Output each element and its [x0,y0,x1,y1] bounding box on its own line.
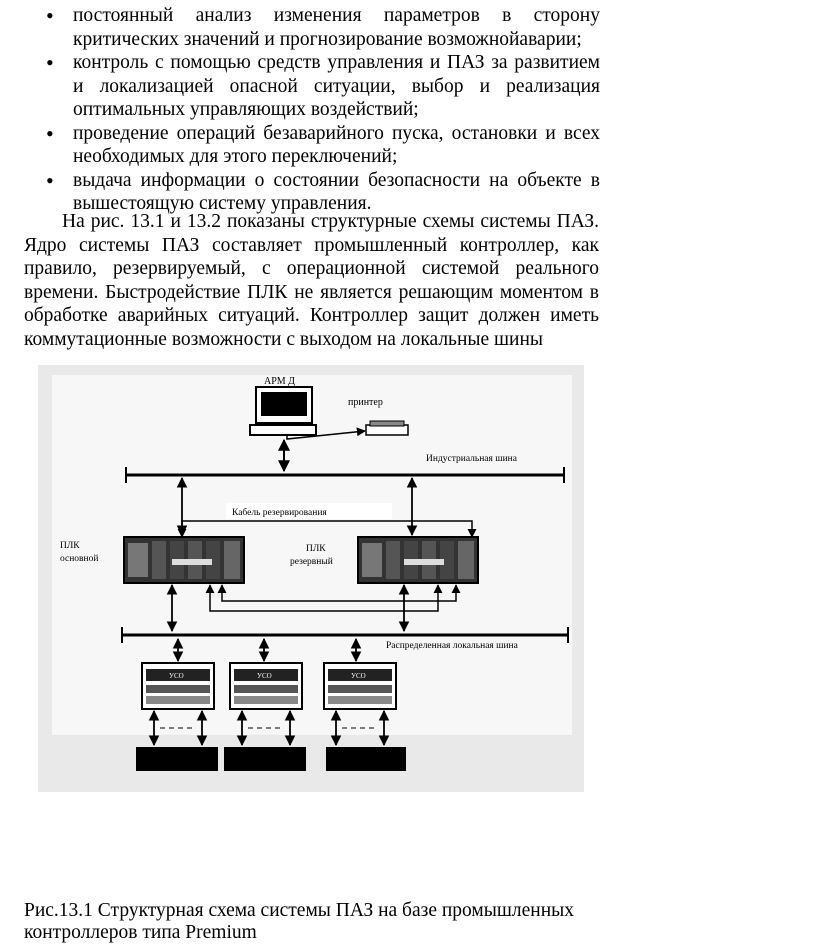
field-device-block [136,747,218,771]
local-bus-label: Распределенная локальная шина [386,641,518,651]
field-device-block [326,747,406,771]
caption-line-2: контроллеров типа Premium [24,922,257,943]
io-module-label: УСО [169,672,184,680]
plc-main [124,537,244,583]
caption-line-1: Рис.13.1 Структурная схема системы ПАЗ на базе промышленных [24,900,574,921]
bullet-list [40,4,600,216]
plc-backup-label-sub: резервный [290,557,333,567]
printer-label: принтер [348,397,383,408]
plc-backup [358,537,478,583]
arm-label: АРМ Д [264,376,295,387]
io-module [324,663,396,709]
industrial-bus-label: Индустриальная шина [426,454,517,464]
bullet-item: • контроль с помощью средств управления и ПАЗ за развитием и локализацией опасной ситуации, выбор и реализация оптимальных управляющих воздействий; [40,51,600,122]
system-diagram [38,365,584,792]
io-module-label: УСО [351,672,366,680]
io-module-label: УСО [257,672,272,680]
body-paragraph: На рис. 13.1 и 13.2 показаны структурные схемы системы ПАЗ. Ядро системы ПАЗ составляет промышленный контроллер, как правило, резервируемый, с операционной системой реального времени. Быстродействие ПЛК не является решающим моментом в обработке аварийных ситуаций. Контроллер защит должен иметь коммутационные возможности с выходом на локальные шины [24,211,599,350]
backup-cable-label: Кабель резервирования [232,508,327,518]
plc-backup-label: ПЛК [306,544,326,554]
io-module [230,663,302,709]
io-module [142,663,214,709]
plc-main-label: ПЛК [60,541,80,551]
field-device-block [224,747,306,771]
figure-caption [24,900,624,944]
printer-icon [366,421,408,435]
bullet-item: • проведение операций безаварийного пуска, остановки и всех необходимых для этого переключений; [40,122,600,169]
bullet-item: • постоянный анализ изменения параметров в сторону критических значений и прогнозирование возможнойаварии; [40,4,600,51]
workstation-icon [250,387,316,435]
bullet-item: • выдача информации о состоянии безопасности на объекте в вышестоящую систему управления. [40,169,600,216]
plc-main-label-sub: основной [60,554,99,564]
